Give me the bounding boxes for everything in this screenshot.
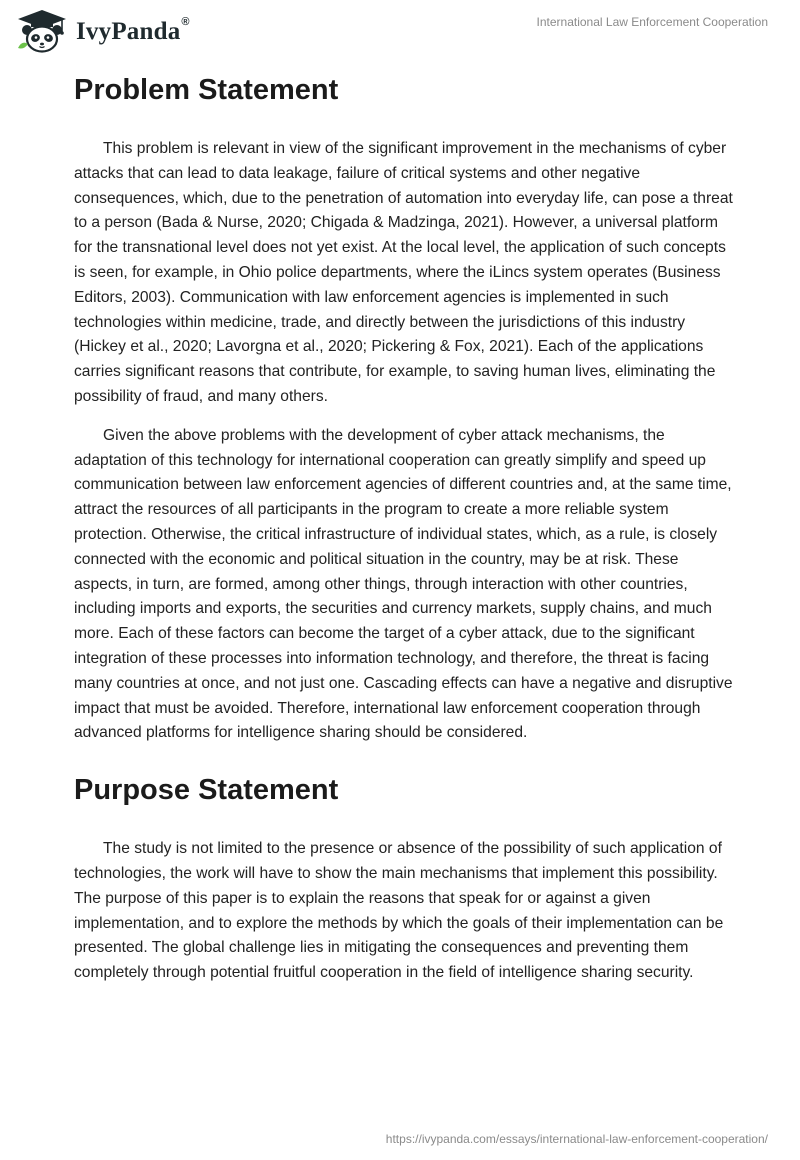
brand-logo[interactable] xyxy=(14,8,190,54)
paragraph: This problem is relevant in view of the significant improvement in the mechanisms of cyber attacks that can lead to data leakage, failure of critical systems and other negative consequences, which, due to the penetration of automation into everyday life, can pose a threat to a person (Bada & Nurse, 2020; Chigada & Madzinga, 2021). However, a universal platform for the transnational level does not yet exist. At the local level, the application of such concepts is seen, for example, in Ohio police departments, where the iLincs system operates (Business Editors, 2003). Communication with law enforcement agencies is implemented in such technologies within medicine, trade, and directly between the jurisdictions of this industry (Hickey et al., 2020; Lavorgna et al., 2020; Pickering & Fox, 2021). Each of the applications carries significant reasons that contribute, for example, to saving human lives, eliminating the possibility of fraud, and many others. xyxy=(74,140,733,405)
essay-content xyxy=(74,68,734,1000)
panda-graduate-icon xyxy=(14,8,70,54)
brand-name: IvyPanda® xyxy=(76,16,190,45)
section-heading-problem-statement: Problem Statement xyxy=(74,74,339,106)
section-heading-purpose-statement: Purpose Statement xyxy=(74,774,339,807)
registered-mark: ® xyxy=(181,16,190,28)
paragraph: Given the above problems with the development of cyber attack mechanisms, the adaptation of this technology for international cooperation can greatly simplify and speed up communication between law enforcement agencies of different countries and, at the same time, attract the resources of all participants in the program to create a more reliable system protection. Otherwise, the critical infrastructure of individual states, which, as a rule, is closely connected with the economic and political situation in the country, may be at risk. These aspects, in turn, are formed, among other things, through interaction with other countries, including imports and exports, the securities and currency markets, supply chains, and much more. Each of these factors can become the target of a cyber attack, due to the significant integration of these processes into information technology, and therefore, the threat is facing many countries at once, and not just one. Cascading effects can have a negative and disruptive impact that must be avoided. Therefore, international law enforcement cooperation through advanced platforms for intelligence sharing should be considered. xyxy=(74,426,733,742)
page-header xyxy=(0,0,800,60)
paragraph: The study is not limited to the presence or absence of the possibility of such application of technologies, the work will have to show the main mechanisms that implement this possibility. The purpose of this paper is to explain the reasons that speak for or against a given implementation, and to explore the methods by which the goals of their implementation can be presented. The global challenge lies in mitigating the consequences and preventing them completely through potential fruitful cooperation in the field of intelligence sharing security. xyxy=(74,840,724,982)
document-title: International Law Enforcement Cooperation xyxy=(536,15,768,29)
source-url[interactable]: https://ivypanda.com/essays/international-law-enforcement-cooperation/ xyxy=(385,1132,768,1146)
